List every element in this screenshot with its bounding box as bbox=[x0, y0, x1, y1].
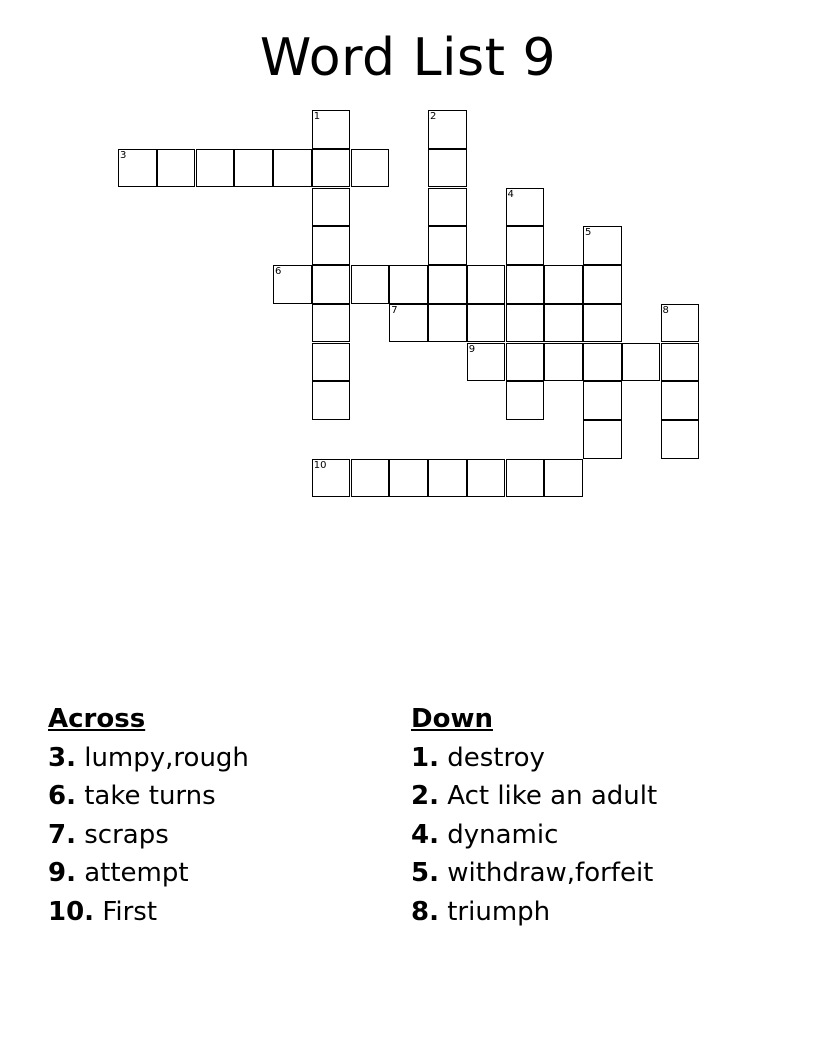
grid-cell[interactable] bbox=[583, 343, 622, 382]
grid-cell[interactable] bbox=[234, 149, 273, 188]
grid-cell[interactable] bbox=[428, 459, 467, 498]
clue-number: 1 bbox=[313, 111, 321, 122]
grid-cell[interactable] bbox=[506, 459, 545, 498]
grid-cell[interactable] bbox=[506, 226, 545, 265]
grid-cell[interactable] bbox=[196, 149, 235, 188]
down-clues bbox=[411, 700, 657, 931]
grid-cell[interactable] bbox=[661, 381, 700, 420]
grid-cell[interactable] bbox=[312, 304, 351, 343]
crossword-grid bbox=[0, 0, 816, 520]
clue-number: 4 bbox=[507, 188, 514, 200]
clue-across-3: 3. lumpy,rough bbox=[48, 742, 249, 773]
grid-cell[interactable] bbox=[428, 226, 467, 265]
grid-cell[interactable] bbox=[661, 343, 700, 382]
grid-cell[interactable] bbox=[583, 381, 622, 420]
across-heading: Across bbox=[48, 704, 146, 734]
clue-number: 10 bbox=[313, 459, 327, 471]
grid-cell[interactable] bbox=[389, 265, 428, 304]
grid-cell[interactable] bbox=[544, 459, 583, 498]
grid-cell[interactable] bbox=[312, 343, 351, 382]
grid-cell[interactable] bbox=[467, 343, 506, 382]
grid-cell[interactable] bbox=[544, 343, 583, 382]
grid-cell[interactable] bbox=[428, 265, 467, 304]
grid-cell[interactable] bbox=[467, 459, 506, 498]
clue-number: 6 bbox=[275, 266, 282, 277]
clue-number: 7 bbox=[391, 304, 398, 316]
clue-down-1: 1. destroy bbox=[411, 742, 545, 773]
grid-cell[interactable] bbox=[273, 149, 312, 188]
clue-down-8: 8. triumph bbox=[411, 896, 551, 927]
grid-cell[interactable] bbox=[583, 265, 622, 304]
grid-cell[interactable] bbox=[351, 265, 390, 304]
grid-cell[interactable] bbox=[544, 265, 583, 304]
grid-cell[interactable] bbox=[583, 420, 622, 459]
grid-cell[interactable] bbox=[506, 265, 545, 304]
grid-cell[interactable] bbox=[661, 420, 700, 459]
grid-cell[interactable] bbox=[118, 149, 157, 188]
clue-number: 3 bbox=[120, 149, 127, 161]
grid-cell[interactable] bbox=[583, 226, 622, 265]
grid-cell[interactable] bbox=[467, 265, 506, 304]
clue-down-5: 5. withdraw,forfeit bbox=[411, 858, 654, 888]
grid-cell[interactable] bbox=[312, 381, 351, 420]
grid-cell[interactable] bbox=[389, 459, 428, 498]
grid-cell[interactable] bbox=[467, 304, 506, 343]
grid-cell[interactable] bbox=[506, 188, 545, 227]
grid-cell[interactable] bbox=[622, 343, 661, 382]
clue-across-10: 10. First bbox=[48, 896, 158, 927]
grid-cell[interactable] bbox=[312, 110, 351, 149]
grid-cell[interactable] bbox=[312, 149, 351, 188]
grid-cell[interactable] bbox=[312, 265, 351, 304]
clue-across-9: 9. attempt bbox=[48, 858, 189, 888]
clue-number: 8 bbox=[662, 304, 669, 316]
grid-cell[interactable] bbox=[506, 304, 545, 343]
grid-cell[interactable] bbox=[583, 304, 622, 343]
page-title: Word List 9 bbox=[259, 28, 557, 88]
grid-cell[interactable] bbox=[157, 149, 196, 188]
down-heading: Down bbox=[411, 704, 493, 734]
across-clues bbox=[48, 700, 249, 931]
clue-across-7: 7. scraps bbox=[48, 819, 169, 850]
clue-number: 2 bbox=[430, 111, 437, 122]
grid-cell[interactable] bbox=[428, 188, 467, 227]
grid-cell[interactable] bbox=[351, 149, 390, 188]
grid-cell[interactable] bbox=[428, 304, 467, 343]
grid-cell[interactable] bbox=[506, 381, 545, 420]
grid-cell[interactable] bbox=[661, 304, 700, 343]
grid-cell[interactable] bbox=[273, 265, 312, 304]
grid-cell[interactable] bbox=[506, 343, 545, 382]
grid-cell[interactable] bbox=[312, 188, 351, 227]
grid-cell[interactable] bbox=[544, 304, 583, 343]
clue-down-4: 4. dynamic bbox=[411, 819, 559, 850]
clue-number: 5 bbox=[585, 227, 592, 239]
grid-cell[interactable] bbox=[312, 459, 351, 498]
clue-number: 9 bbox=[468, 343, 476, 355]
grid-cell[interactable] bbox=[428, 149, 467, 188]
grid-cell[interactable] bbox=[428, 110, 467, 149]
grid-cell[interactable] bbox=[351, 459, 390, 498]
clue-down-2: 2. Act like an adult bbox=[411, 781, 658, 811]
clue-across-6: 6. take turns bbox=[48, 781, 216, 811]
grid-cell[interactable] bbox=[312, 226, 351, 265]
grid-cell[interactable] bbox=[389, 304, 428, 343]
